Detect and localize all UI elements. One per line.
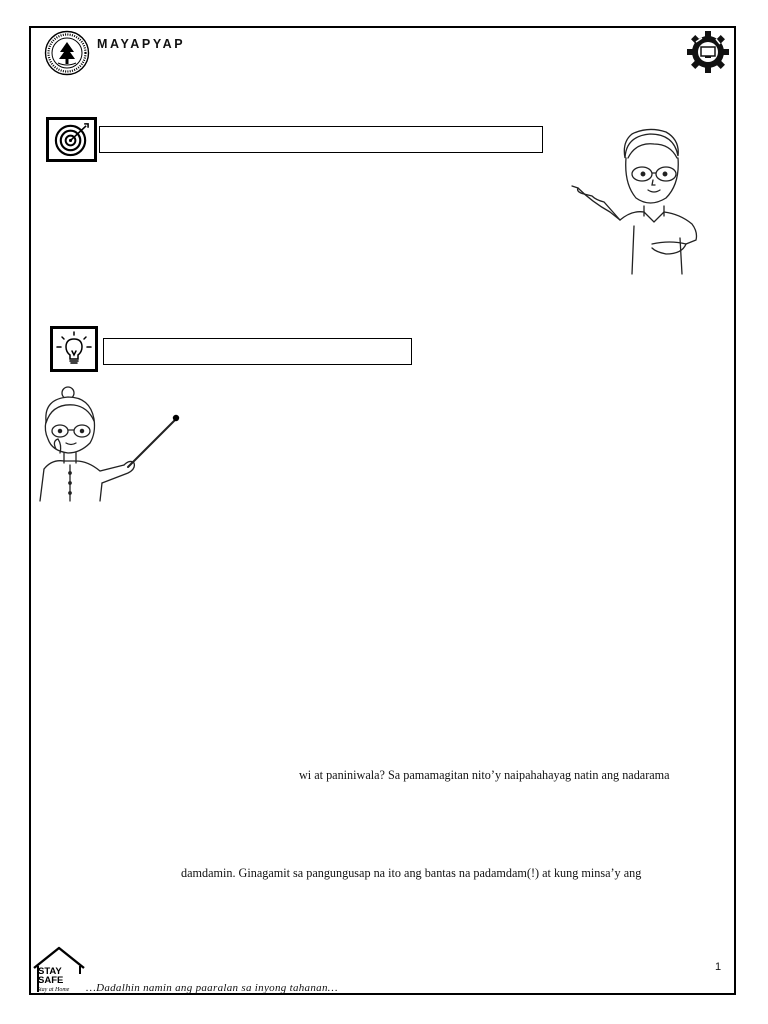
lightbulb-icon	[50, 326, 98, 372]
school-seal-icon	[44, 30, 90, 76]
body-text-line: damdamin. Ginagamit sa pangungusap na ito ang bantas na padamdam(!) at kung minsa’y ang	[181, 866, 642, 880]
school-name: MAYAPYAP	[97, 37, 186, 51]
gear-logo-icon	[682, 30, 734, 74]
target-icon	[46, 117, 97, 162]
concept-title-box	[103, 338, 412, 365]
female-teacher-illustration	[30, 383, 188, 507]
logo-word-stay: STAY	[38, 966, 62, 977]
body-text-line: wi at paniniwala? Sa pamamagitan nito’y naipahahayag natin ang nadarama	[299, 768, 670, 782]
logo-word-safe: SAFE	[38, 975, 64, 986]
male-teacher-illustration	[570, 128, 705, 278]
objective-title-box	[99, 126, 543, 153]
stay-safe-logo-icon	[30, 944, 90, 996]
page-number: 1	[715, 961, 722, 973]
logo-word-stay-at-home: Stay at Home	[37, 987, 70, 993]
footer-tagline: …Dadalhin namin ang paaralan sa inyong tahanan…	[86, 982, 338, 994]
